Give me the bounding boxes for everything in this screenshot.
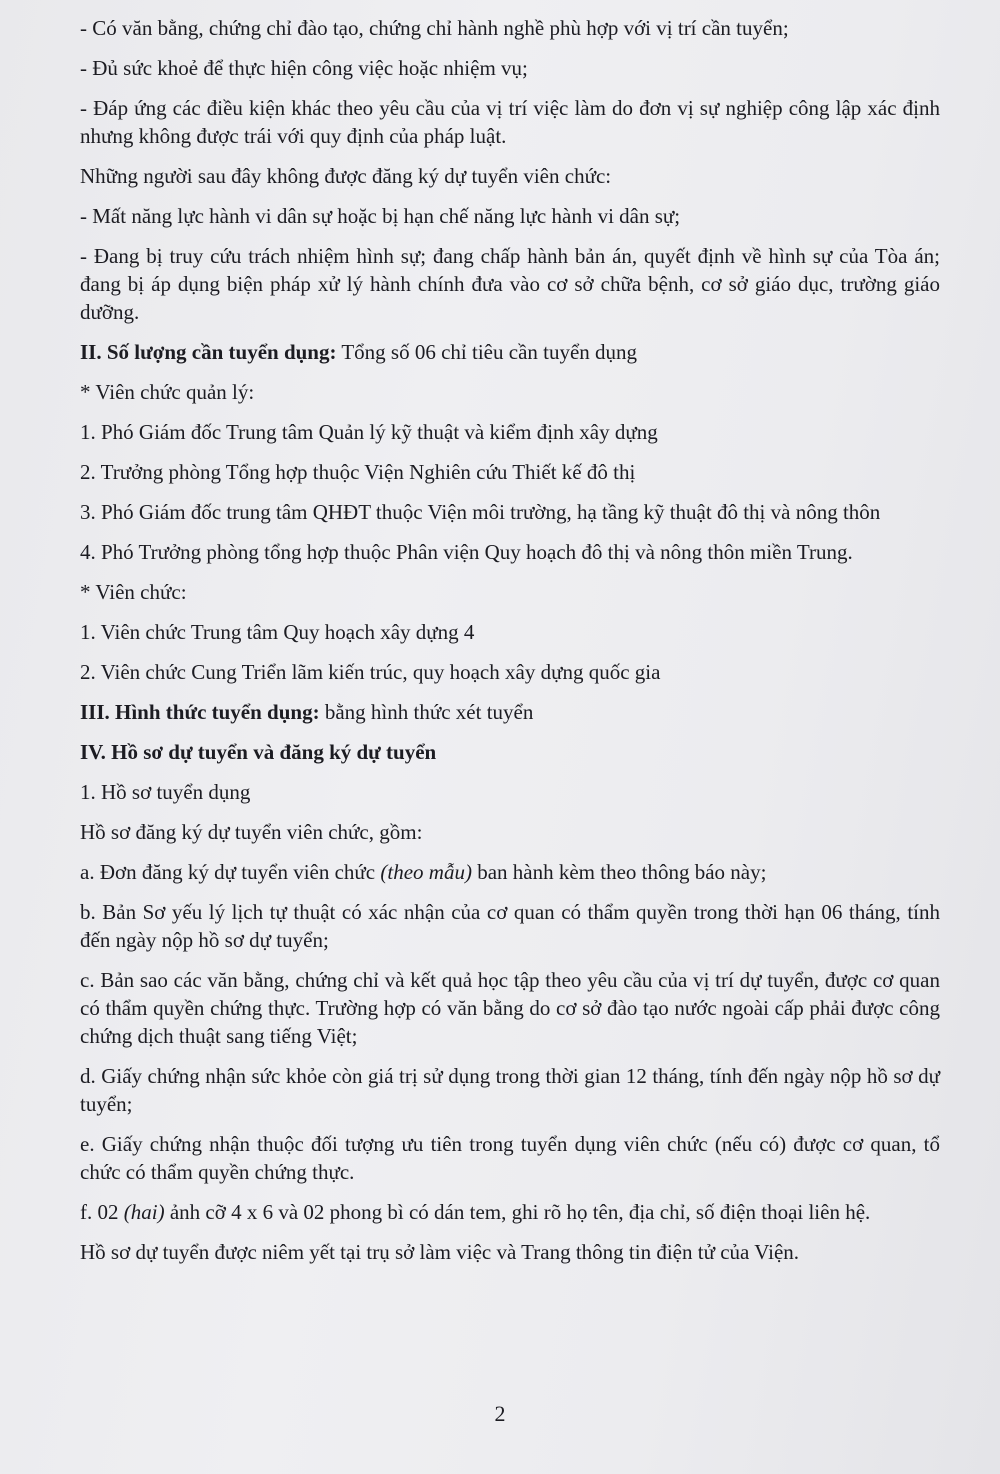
- section-2-text: Tổng số 06 chỉ tiêu cần tuyển dụng: [336, 340, 638, 364]
- dossier-posting-note: Hồ sơ dự tuyển được niêm yết tại trụ sở làm việc và Trang thông tin điện tử của Viện.: [80, 1240, 800, 1264]
- requirement-other: - Đáp ứng các điều kiện khác theo yêu cầu của vị trí việc làm do đơn vị sự nghiệp công lập xác định nhưng không được trái với quy định của pháp luật.: [80, 96, 940, 148]
- dossier-item-d: d. Giấy chứng nhận sức khỏe còn giá trị sử dụng trong thời gian 12 tháng, tính đến ngày nộp hồ sơ dự tuyển;: [80, 1064, 940, 1116]
- section-2-heading: II. Số lượng cần tuyển dụng:: [80, 340, 337, 364]
- manager-item-3: 3. Phó Giám đốc trung tâm QHĐT thuộc Viện môi trường, hạ tầng kỹ thuật đô thị và nông thôn: [80, 500, 881, 524]
- dossier-item-f-tail: ảnh cỡ 4 x 6 và 02 phong bì có dán tem, ghi rõ họ tên, địa chỉ, số điện thoại liên hệ.: [164, 1200, 871, 1224]
- dossier-item-f-text: f. 02: [80, 1200, 124, 1224]
- manager-item-4: 4. Phó Trưởng phòng tổng hợp thuộc Phân viện Quy hoạch đô thị và nông thôn miền Trung.: [80, 540, 853, 564]
- section-4-heading: IV. Hồ sơ dự tuyển và đăng ký dự tuyển: [80, 740, 437, 764]
- dossier-item-f: [80, 1198, 940, 1226]
- section-3-heading: III. Hình thức tuyển dụng:: [80, 700, 320, 724]
- ineligible-civil-capacity: - Mất năng lực hành vi dân sự hoặc bị hạn chế năng lực hành vi dân sự;: [80, 204, 681, 228]
- dossier-item-a-italic: (theo mẫu): [380, 860, 472, 884]
- staff-title: * Viên chức:: [80, 580, 187, 604]
- dossier-item-c: c. Bản sao các văn bằng, chứng chỉ và kết quả học tập theo yêu cầu của vị trí dự tuyển, được cơ quan có thẩm quyền chứng thực. Trường hợp có văn bằng do cơ sở đào tạo nước ngoài cấp phải được công chứng dịch thuật sang tiếng Việt;: [80, 968, 940, 1048]
- dossier-item-b: b. Bản Sơ yếu lý lịch tự thuật có xác nhận của cơ quan có thẩm quyền trong thời hạn 06 tháng, tính đến ngày nộp hồ sơ dự tuyển;: [80, 900, 940, 952]
- dossier-item-e: e. Giấy chứng nhận thuộc đối tượng ưu tiên trong tuyển dụng viên chức (nếu có) được cơ quan, tổ chức có thẩm quyền chứng thực.: [80, 1132, 940, 1184]
- staff-item-2: 2. Viên chức Cung Triển lãm kiến trúc, quy hoạch xây dựng quốc gia: [80, 660, 661, 684]
- dossier-item-a: [80, 858, 940, 886]
- section-2: [80, 338, 940, 366]
- section-3: [80, 698, 940, 726]
- staff-item-1: 1. Viên chức Trung tâm Quy hoạch xây dựng 4: [80, 620, 475, 644]
- section-3-text: bằng hình thức xét tuyển: [319, 700, 534, 724]
- dossier-intro: Hồ sơ đăng ký dự tuyển viên chức, gồm:: [80, 820, 423, 844]
- dossier-item-f-italic: (hai): [123, 1200, 165, 1224]
- requirement-degree: - Có văn bằng, chứng chỉ đào tạo, chứng chỉ hành nghề phù hợp với vị trí cần tuyển;: [80, 16, 789, 40]
- manager-item-1: 1. Phó Giám đốc Trung tâm Quản lý kỹ thuật và kiểm định xây dựng: [80, 420, 658, 444]
- dossier-item-a-text: a. Đơn đăng ký dự tuyển viên chức: [80, 860, 381, 884]
- manager-item-2: 2. Trưởng phòng Tổng hợp thuộc Viện Nghiên cứu Thiết kế đô thị: [80, 460, 636, 484]
- page-number: 2: [494, 1401, 506, 1426]
- dossier-item-a-tail: ban hành kèm theo thông báo này;: [471, 860, 767, 884]
- ineligible-intro: Những người sau đây không được đăng ký dự tuyển viên chức:: [80, 164, 612, 188]
- ineligible-criminal: - Đang bị truy cứu trách nhiệm hình sự; đang chấp hành bản án, quyết định về hình sự của Tòa án; đang bị áp dụng biện pháp xử lý hành chính đưa vào cơ sở chữa bệnh, cơ sở giáo dục, trường giáo dưỡng.: [80, 244, 940, 324]
- managers-title: * Viên chức quản lý:: [80, 380, 255, 404]
- section-4-sub-1: 1. Hồ sơ tuyển dụng: [80, 780, 251, 804]
- requirement-health: - Đủ sức khoẻ để thực hiện công việc hoặc nhiệm vụ;: [80, 56, 528, 80]
